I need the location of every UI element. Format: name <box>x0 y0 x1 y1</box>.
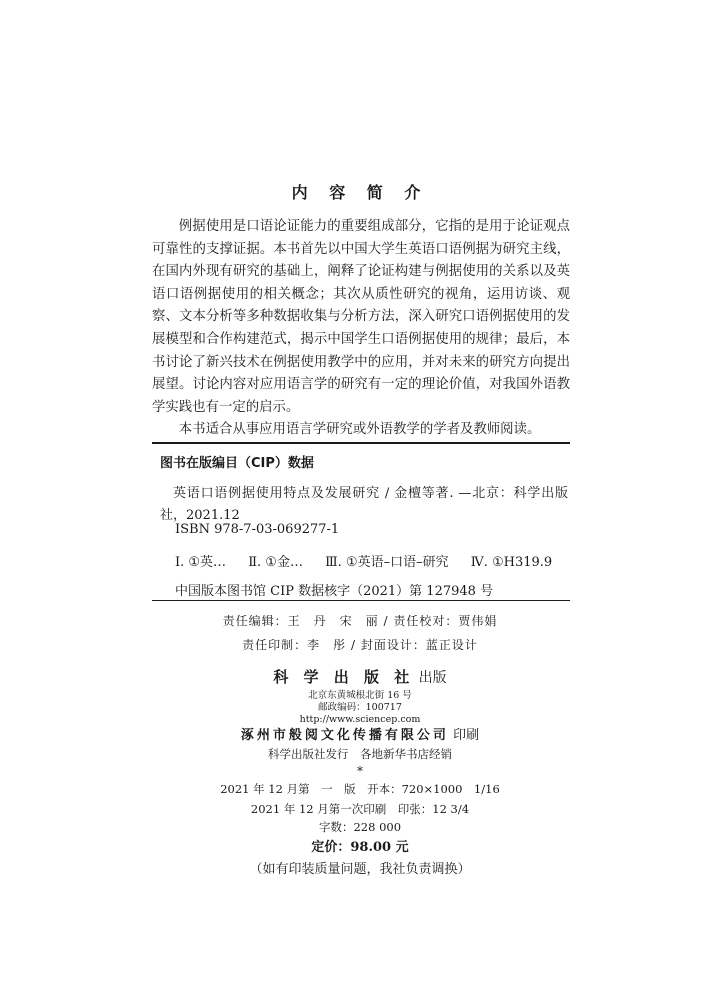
publisher-suffix: 出版 <box>418 670 447 686</box>
summary-body <box>152 216 570 442</box>
summary-title: 内 容 简 介 <box>291 183 429 202</box>
printer-suffix: 印刷 <box>453 728 480 743</box>
cip-top-rule <box>152 442 570 444</box>
distributor: 科学出版社发行 各地新华书店经销 <box>268 747 452 761</box>
cip-class-item: Ⅳ. ①H319.9 <box>470 555 553 570</box>
publisher-address: 北京东黄城根北街 16 号 <box>308 690 412 701</box>
printing-info: 2021 年 12 月第一次印刷 印张：12 3/4 <box>250 802 470 816</box>
cip-bottom-rule <box>152 600 570 601</box>
summary-paragraph: 本书适合从事应用语言学研究或外语教学的学者及教师阅读。 <box>178 422 541 438</box>
printing-credits: 责任印制：李 彤 / 封面设计：蓝正设计 <box>242 638 478 652</box>
cip-class-item: Ⅱ. ①金… <box>248 555 303 570</box>
word-count: 字数：228 000 <box>318 820 402 834</box>
editor-credits: 责任编辑：王 丹 宋 丽 / 责任校对：贾伟娟 <box>222 614 498 628</box>
quality-note: （如有印装质量问题，我社负责调换） <box>249 862 471 877</box>
cip-classification <box>175 551 570 570</box>
summary-paragraph: 例据使用是口语论证能力的重要组成部分，它指的是用于论证观点可靠性的支撑证据。本书首先以中国大学生英语口语例据为研究主线，在国内外现有研究的基础上，阐释了论证构建与例据使用的关系以及英语口语例据使用的相关概念；其次从质性研究的视角，运用访谈、观察、文本分析等多种数据收集与分析方法，深入研究口语例据使用的发展模型和合作构建范式，揭示中国学生口语例据使用的规律；最后，本书讨论了新兴技术在例据使用教学中的应用，并对未来的研究方向提出展望。讨论内容对应用语言学的研究有一定的理论价值，对我国外语教学实践也有一定的启示。 <box>152 219 570 415</box>
cip-class-item: Ⅰ. ①英… <box>175 555 227 570</box>
cip-cn-record: 中国版本图书馆 CIP 数据核字（2021）第 127948 号 <box>175 584 494 599</box>
publisher-line <box>0 666 720 687</box>
publisher-url: http://www.sciencep.com <box>299 714 421 725</box>
printer-line <box>0 724 720 743</box>
publisher-postcode: 邮政编码：100717 <box>318 702 402 713</box>
cip-entry: 英语口语例据使用特点及发展研究 / 金檀等著. —北京：科学出版社，2021.12 <box>160 486 568 523</box>
cip-heading: 图书在版编目（CIP）数据 <box>160 456 314 471</box>
cip-class-item: Ⅲ. ①英语–口语–研究 <box>325 555 449 570</box>
edition-info: 2021 年 12 月第 一 版 开本：720×1000 1/16 <box>220 782 500 796</box>
publisher-name: 科 学 出 版 社 <box>273 668 415 686</box>
price: 定价：98.00 元 <box>311 840 409 855</box>
printer-name: 涿州市般阅文化传播有限公司 <box>240 728 449 743</box>
separator-star: * <box>357 764 363 778</box>
cip-isbn: ISBN 978-7-03-069277-1 <box>175 522 340 537</box>
